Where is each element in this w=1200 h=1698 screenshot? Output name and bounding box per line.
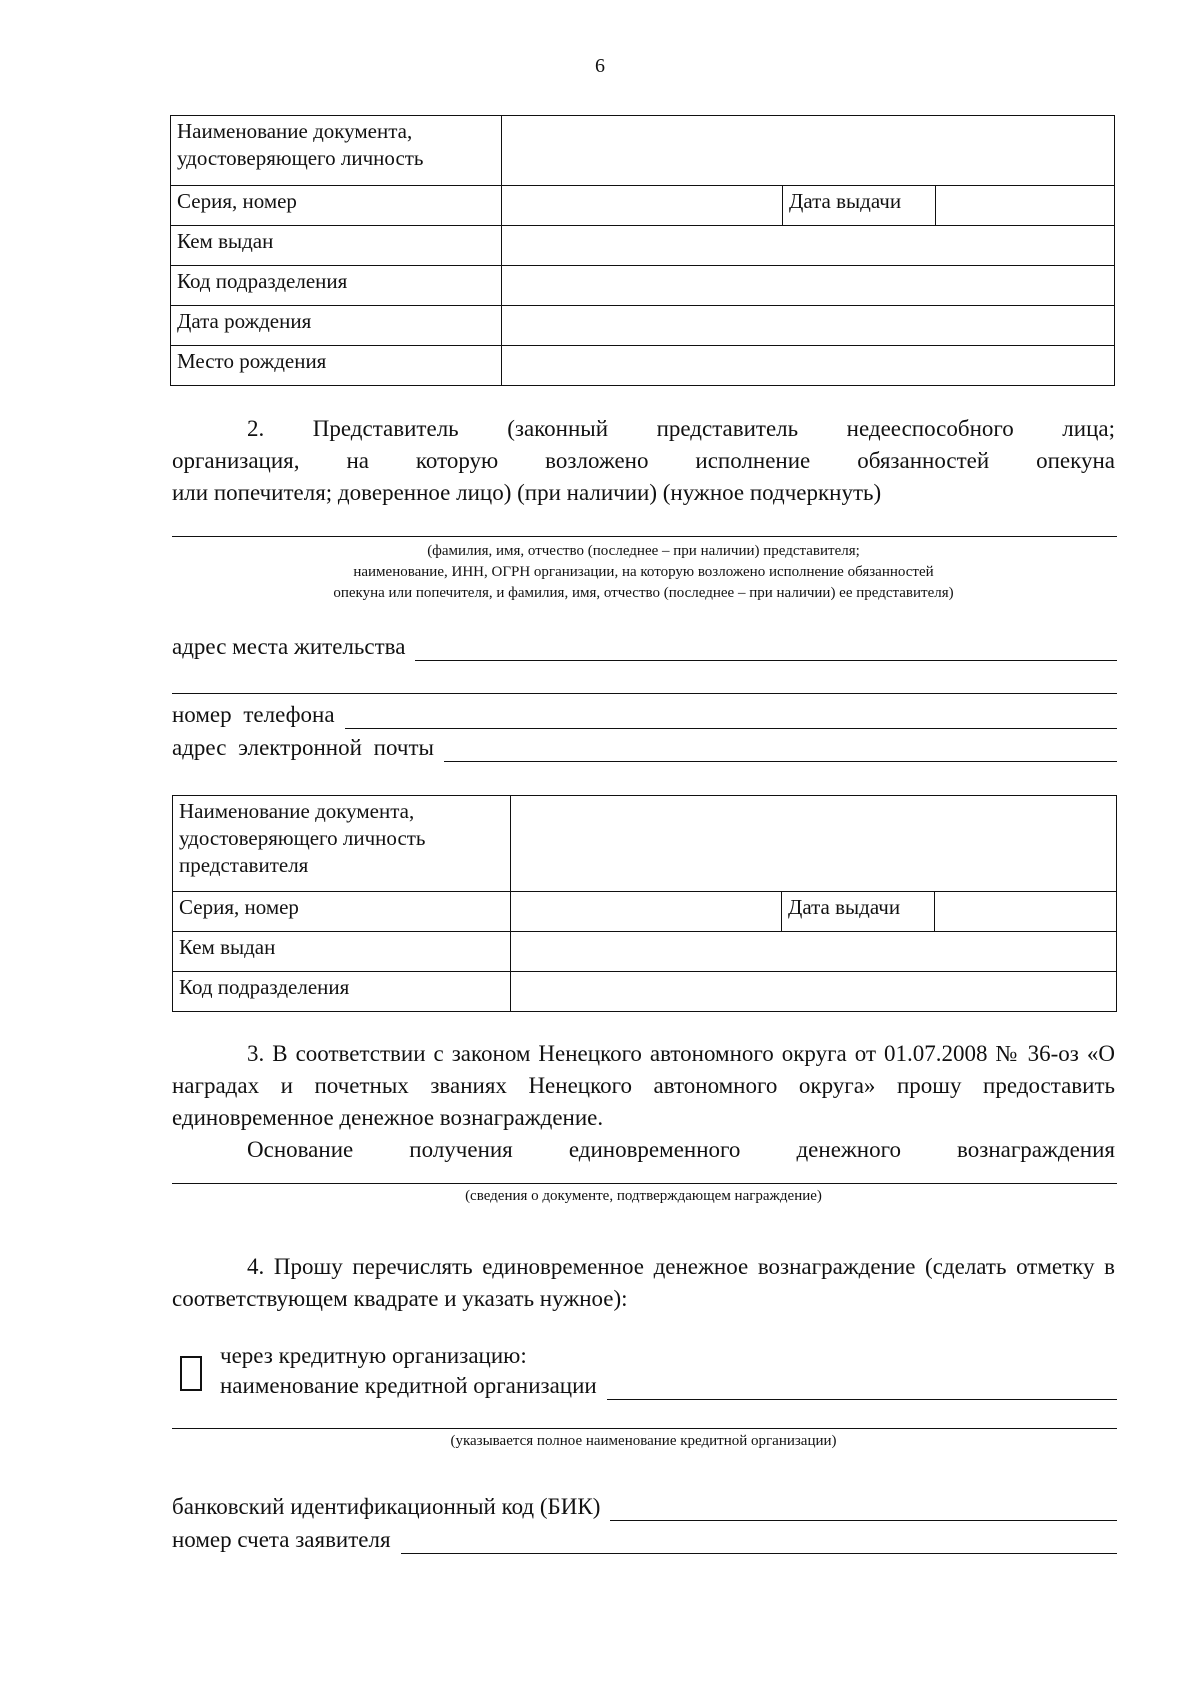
address-line[interactable]	[415, 638, 1117, 661]
issued-by-value[interactable]	[502, 226, 1115, 266]
credit-option-label: через кредитную организацию:	[220, 1343, 527, 1368]
basis-caption: (сведения о документе, подтверждающем награждение)	[465, 1188, 822, 1204]
table-row	[171, 306, 1115, 346]
section2-paragraph	[172, 413, 1115, 509]
birth-date-label: Дата рождения	[171, 306, 502, 346]
bank-name-line[interactable]	[607, 1377, 1117, 1400]
bik-field[interactable]	[172, 1493, 1117, 1521]
representative-document-table	[172, 795, 1117, 1012]
date-issued-value[interactable]	[936, 186, 1115, 226]
phone-field[interactable]	[172, 701, 1117, 729]
rep-series-label: Серия, номер	[173, 892, 511, 932]
series-label: Серия, номер	[171, 186, 502, 226]
bank-name-field[interactable]	[220, 1372, 1117, 1400]
bik-line[interactable]	[610, 1498, 1117, 1521]
email-line[interactable]	[444, 739, 1117, 762]
section3-basis: Основание получения единовременного денежного вознаграждения	[247, 1137, 1115, 1162]
address-label: адрес места жительства	[172, 634, 406, 659]
caption-line: наименование, ИНН, ОГРН организации, на которую возложено исполнение обязанностей	[353, 564, 934, 580]
table-row	[173, 972, 1117, 1012]
dept-code-label: Код подразделения	[171, 266, 502, 306]
phone-line[interactable]	[345, 706, 1117, 729]
table-row	[173, 796, 1117, 892]
birth-place-value[interactable]	[502, 346, 1115, 386]
basis-line[interactable]	[172, 1183, 1117, 1184]
address-line-2[interactable]	[172, 693, 1117, 694]
email-field[interactable]	[172, 734, 1117, 762]
page-number: 6	[595, 55, 605, 77]
section2-line2: организация, на которую возложено исполнение обязанностей опекуна	[172, 448, 1115, 473]
bank-full-name-line[interactable]	[172, 1428, 1117, 1429]
rep-date-issued-value[interactable]	[935, 892, 1117, 932]
section4-paragraph: 4. Прошу перечислять единовременное денежное вознаграждение (сделать отметку в соответствующем квадрате и указать нужное):	[172, 1254, 1115, 1311]
table-row	[171, 186, 1115, 226]
rep-doc-name-value[interactable]	[511, 796, 1117, 892]
caption-line: (фамилия, имя, отчество (последнее – при наличии) представителя;	[427, 543, 860, 559]
email-label: адрес электронной почты	[172, 735, 434, 760]
section2-line1: 2. Представитель (законный представитель недееспособного лица;	[247, 416, 1115, 441]
rep-issued-by-value[interactable]	[511, 932, 1117, 972]
rep-series-value[interactable]	[511, 892, 782, 932]
section2-line3: или попечителя; доверенное лицо) (при наличии) (нужное подчеркнуть)	[172, 480, 882, 505]
rep-doc-name-label: Наименование документа, удостоверяющего личность представителя	[173, 796, 511, 892]
bank-caption: (указывается полное наименование кредитной организации)	[450, 1433, 837, 1449]
table-row	[173, 932, 1117, 972]
account-field[interactable]	[172, 1526, 1117, 1554]
table-row	[173, 892, 1117, 932]
rep-issued-by-label: Кем выдан	[173, 932, 511, 972]
rep-dept-code-label: Код подразделения	[173, 972, 511, 1012]
date-issued-label: Дата выдачи	[783, 186, 936, 226]
birth-date-value[interactable]	[502, 306, 1115, 346]
section3-paragraph: 3. В соответствии с законом Ненецкого автономного округа от 01.07.2008 № 36-оз «О наградах и почетных званиях Ненецкого автономного округа» прошу предоставить единовременное денежное вознаграждение.	[172, 1041, 1115, 1130]
birth-place-label: Место рождения	[171, 346, 502, 386]
bik-label: банковский идентификационный код (БИК)	[172, 1494, 601, 1519]
table-row	[171, 116, 1115, 186]
rep-date-issued-label: Дата выдачи	[782, 892, 935, 932]
representative-name-line[interactable]	[172, 536, 1117, 537]
account-line[interactable]	[401, 1531, 1117, 1554]
representative-caption	[172, 541, 1115, 604]
applicant-document-table	[170, 115, 1115, 386]
table-row	[171, 226, 1115, 266]
doc-name-value[interactable]	[502, 116, 1115, 186]
series-value[interactable]	[502, 186, 783, 226]
caption-line: опекуна или попечителя, и фамилия, имя, отчество (последнее – при наличии) ее представителя)	[333, 585, 954, 601]
dept-code-value[interactable]	[502, 266, 1115, 306]
bank-name-label: наименование кредитной организации	[220, 1373, 597, 1398]
doc-name-label: Наименование документа, удостоверяющего личность	[171, 116, 502, 186]
address-field[interactable]	[172, 633, 1117, 661]
issued-by-label: Кем выдан	[171, 226, 502, 266]
credit-org-checkbox[interactable]	[180, 1356, 202, 1391]
table-row	[171, 266, 1115, 306]
table-row	[171, 346, 1115, 386]
phone-label: номер телефона	[172, 702, 335, 727]
rep-dept-code-value[interactable]	[511, 972, 1117, 1012]
account-label: номер счета заявителя	[172, 1527, 391, 1552]
